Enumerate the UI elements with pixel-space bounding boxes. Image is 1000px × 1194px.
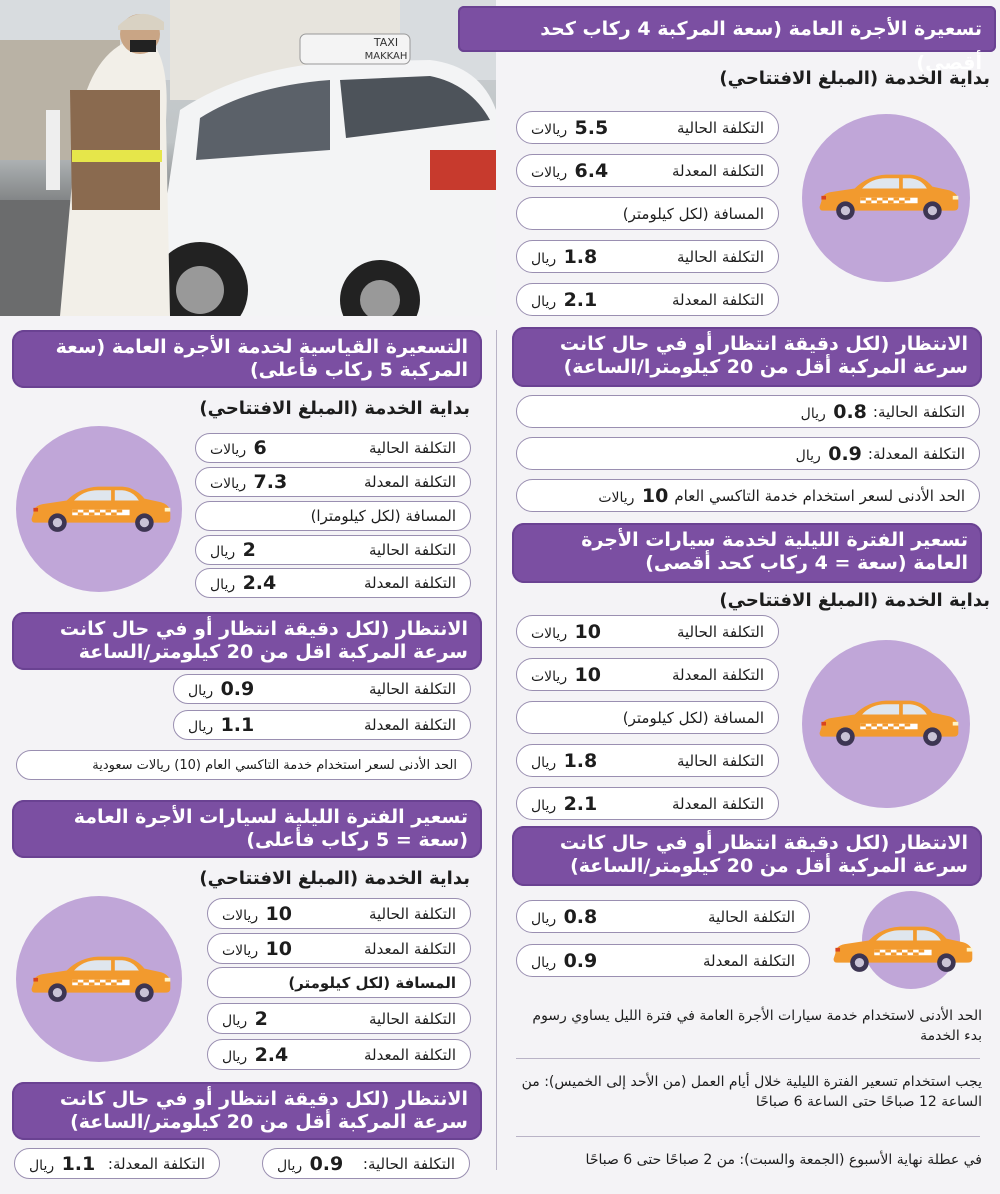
right-day-car-circle [802, 114, 970, 282]
right-day-min-fare [516, 479, 980, 512]
taxi-sign-line2: MAKKAH [364, 51, 408, 62]
row-value: 2.4 [254, 1043, 289, 1066]
left-night-row-current [207, 898, 471, 929]
row-unit: ريال [188, 719, 214, 735]
row-unit: ريال [531, 797, 557, 814]
row-value: 1.8 [563, 245, 598, 268]
right-night-row-distance [516, 701, 779, 734]
left-night-wait-header: الانتظار (لكل دقيقة انتظار أو في حال كانت سرعة المركبة أقل من 20 كيلومتر/الساعة) [12, 1082, 482, 1140]
row-label: التكلفة الحالية: [362, 1154, 455, 1173]
row-label: التكلفة الحالية [368, 680, 456, 698]
row-unit: ريالات [531, 121, 568, 138]
row-label: التكلفة المعدلة: [867, 444, 965, 463]
right-night-row-modified [516, 658, 779, 691]
row-value: 0.9 [828, 442, 862, 465]
row-unit: ريال [188, 683, 214, 699]
row-label: التكلفة المعدلة [671, 794, 764, 813]
row-unit: ريال [531, 293, 557, 310]
row-label: التكلفة الحالية [676, 622, 764, 641]
row-unit: ريال [210, 544, 236, 560]
row-unit: ريالات [531, 668, 568, 685]
row-value: 1.1 [61, 1152, 96, 1175]
row-value: 2 [254, 1007, 268, 1030]
row-value: 10 [574, 663, 601, 686]
row-label: التكلفة المعدلة [363, 1045, 456, 1064]
left-night-row-km-current [207, 1003, 471, 1034]
row-unit: ريال [531, 250, 557, 267]
row-label: التكلفة الحالية [676, 118, 764, 137]
night-weekday-note: يجب استخدام تسعير الفترة الليلية خلال أيام العمل (من الأحد إلى الخميس): من الساعة 12 صباحًا حتى الساعة 6 صباحًا [521, 1074, 982, 1110]
row-label: التكلفة المعدلة [363, 939, 456, 958]
right-day-row-distance [516, 197, 779, 230]
row-label: التكلفة المعدلة [671, 665, 764, 684]
right-day-wait-header: الانتظار (لكل دقيقة انتظار أو في حال كانت سرعة المركبة أقل من 20 كيلومترا/الساعة) [512, 327, 982, 387]
row-value: 7.3 [253, 471, 288, 493]
row-value: 0.8 [563, 905, 598, 928]
right-day-subtitle: بداية الخدمة (المبلغ الافتتاحي) [719, 68, 990, 89]
right-night-car-circle [802, 640, 970, 808]
row-unit: ريال [222, 1048, 248, 1065]
row-value: 2.1 [563, 288, 598, 311]
night-min-note: الحد الأدنى لاستخدام خدمة سيارات الأجرة العامة في فترة الليل يساوي رسوم بدء الخدمة [532, 1008, 982, 1044]
row-value: 2.1 [563, 792, 598, 815]
row-label: التكلفة المعدلة [363, 574, 456, 592]
night-weekend-note: في عطلة نهاية الأسبوع (الجمعة والسبت): من 2 صباحًا حتى 6 صباحًا [585, 1152, 982, 1168]
row-value: 2 [242, 539, 256, 561]
right-night-wait-current [516, 900, 810, 933]
row-label: التكلفة الحالية [707, 907, 795, 926]
row-value: 10 [265, 902, 292, 925]
row-unit: ريال [29, 1157, 55, 1174]
row-value: 0.9 [220, 678, 255, 700]
right-day-row-current [516, 111, 779, 144]
left-night-header: تسعير الفترة الليلية لسيارات الأجرة العامة (سعة = 5 ركاب فأعلى) [12, 800, 482, 858]
row-label: المسافة (لكل كيلومترا) [310, 507, 456, 525]
row-unit: ريال [531, 754, 557, 771]
row-unit: ريالات [222, 907, 259, 924]
taxi-photo [0, 0, 496, 316]
row-value: 6.4 [574, 159, 609, 182]
row-label: التكلفة الحالية [368, 439, 456, 457]
taxi-photo-illustration [0, 0, 496, 316]
row-label: المسافة (لكل كيلومتر) [622, 204, 764, 223]
row-unit: ريالات [222, 942, 259, 959]
row-value: 1.1 [220, 714, 255, 736]
right-day-row-modified [516, 154, 779, 187]
taxi-icon [814, 692, 962, 748]
row-value: 2.4 [242, 572, 277, 594]
divider [516, 1136, 980, 1137]
row-unit: ريالات [210, 476, 247, 492]
row-label: التكلفة المعدلة [702, 951, 795, 970]
row-label: الحد الأدنى لسعر استخدام خدمة التاكسي العام (10) ريالات سعودية [92, 757, 457, 773]
row-unit: ريال [222, 1012, 248, 1029]
left-night-subtitle: بداية الخدمة (المبلغ الافتتاحي) [199, 868, 470, 889]
row-label: التكلفة الحالية [368, 1009, 456, 1028]
left-day-wait-header: الانتظار (لكل دقيقة انتظار أو في حال كانت سرعة المركبة اقل من 20 كيلومتر/الساعة [12, 612, 482, 670]
row-unit: ريال [800, 405, 826, 422]
row-unit: ريال [531, 954, 557, 971]
left-day-header: التسعيرة القياسية لخدمة الأجرة العامة (سعة المركبة 5 ركاب فأعلى) [12, 330, 482, 388]
left-day-min-note [16, 750, 472, 780]
row-value: 1.8 [563, 749, 598, 772]
right-night-wait-header: الانتظار (لكل دقيقة انتظار أو في حال كانت سرعة المركبة أقل من 20 كيلومتر/الساعة) [512, 826, 982, 886]
left-day-row-km-current [195, 535, 471, 565]
right-night-row-km-modified [516, 787, 779, 820]
row-value: 0.8 [833, 400, 867, 423]
row-label: التكلفة الحالية [368, 904, 456, 923]
taxi-sign-line1: TAXI [373, 36, 399, 49]
right-night-row-km-current [516, 744, 779, 777]
divider [516, 1058, 980, 1059]
taxi-icon [26, 948, 174, 1004]
row-label: المسافة (لكل كيلومتر) [622, 708, 764, 727]
row-value: 6 [253, 437, 267, 459]
left-day-wait-modified [173, 710, 471, 740]
row-value: 10 [641, 484, 669, 507]
row-label: التكلفة المعدلة [671, 290, 764, 309]
row-unit: ريال [795, 447, 821, 464]
left-day-wait-current [173, 674, 471, 704]
row-label: التكلفة الحالية [368, 541, 456, 559]
left-day-row-modified [195, 467, 471, 497]
left-night-row-km-modified [207, 1039, 471, 1070]
left-night-car-circle [16, 896, 182, 1062]
row-value: 10 [574, 620, 601, 643]
row-label: التكلفة الحالية [676, 751, 764, 770]
right-night-row-current [516, 615, 779, 648]
row-label: التكلفة الحالية [676, 247, 764, 266]
left-night-wait-current [262, 1148, 470, 1179]
taxi-icon [814, 166, 962, 222]
left-night-row-modified [207, 933, 471, 964]
right-night-wait-modified [516, 944, 810, 977]
taxi-icon [26, 478, 174, 534]
row-unit: ريال [531, 910, 557, 927]
right-day-row-km-modified [516, 283, 779, 316]
left-day-car-circle [16, 426, 182, 592]
row-label: التكلفة المعدلة [363, 716, 456, 734]
row-unit: ريال [210, 577, 236, 593]
row-label: التكلفة المعدلة [671, 161, 764, 180]
right-night-subtitle: بداية الخدمة (المبلغ الافتتاحي) [719, 590, 990, 611]
right-day-wait-modified [516, 437, 980, 470]
row-unit: ريالات [598, 489, 635, 506]
row-label: الحد الأدنى لسعر استخدام خدمة التاكسي العام [674, 486, 965, 505]
row-unit: ريالات [531, 164, 568, 181]
row-unit: ريالات [531, 625, 568, 642]
column-divider [496, 330, 497, 1170]
left-night-wait-modified [14, 1148, 220, 1179]
row-value: 0.9 [309, 1152, 344, 1175]
left-day-row-current [195, 433, 471, 463]
row-label: التكلفة المعدلة: [107, 1154, 205, 1173]
left-day-row-distance [195, 501, 471, 531]
row-label: التكلفة المعدلة [363, 473, 456, 491]
right-night-header: تسعير الفترة الليلية لخدمة سيارات الأجرة العامة (سعة = 4 ركاب كحد أقصى) [512, 523, 982, 583]
row-value: 5.5 [574, 116, 609, 139]
row-label: المسافة (لكل كيلومتر) [288, 973, 456, 992]
main-title: تسعيرة الأجرة العامة (سعة المركبة 4 ركاب كحد أقصى) [458, 6, 996, 52]
row-unit: ريالات [210, 442, 247, 458]
left-day-row-km-modified [195, 568, 471, 598]
row-label: التكلفة الحالية: [872, 402, 965, 421]
left-night-row-distance [207, 967, 471, 998]
taxi-icon [828, 918, 976, 974]
right-day-wait-current [516, 395, 980, 428]
row-value: 0.9 [563, 949, 598, 972]
row-unit: ريال [277, 1157, 303, 1174]
left-day-subtitle: بداية الخدمة (المبلغ الافتتاحي) [199, 398, 470, 419]
right-day-row-km-current [516, 240, 779, 273]
row-value: 10 [265, 937, 292, 960]
